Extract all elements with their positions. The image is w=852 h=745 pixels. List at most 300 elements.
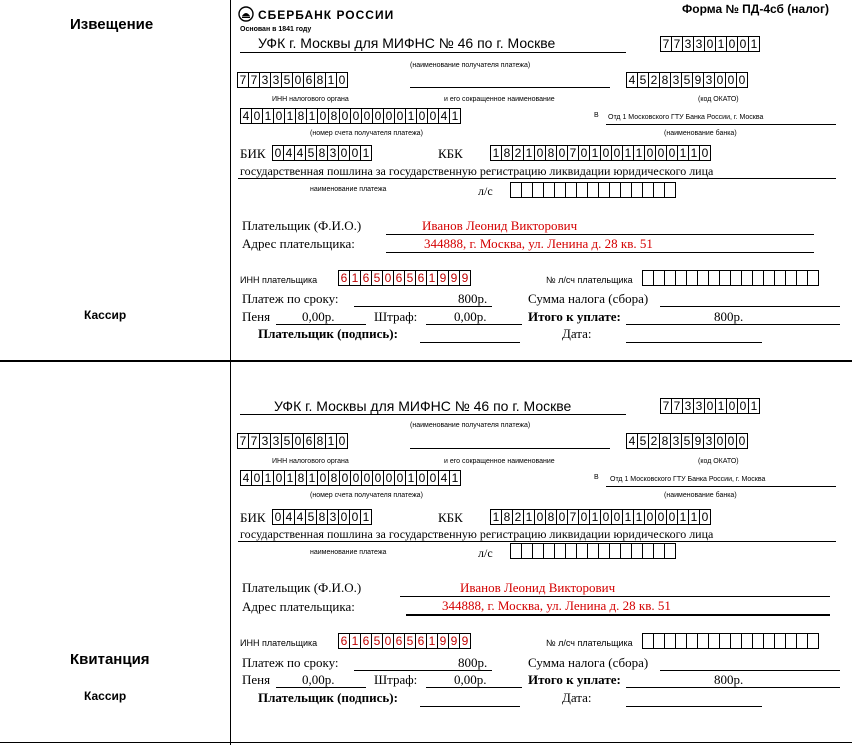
bank-name: СБЕРБАНК РОССИИ bbox=[258, 8, 395, 22]
digit-cell: 1 bbox=[589, 145, 601, 161]
date-label: Дата: bbox=[562, 690, 592, 705]
payee-inn bbox=[237, 72, 348, 88]
payer-inn-label: ИНН плательщика bbox=[240, 638, 318, 648]
ls-label: л/с bbox=[478, 546, 493, 560]
ls-cells bbox=[510, 543, 676, 559]
payer-address-line bbox=[386, 252, 814, 253]
digit-cell: 0 bbox=[292, 433, 304, 449]
digit-cell: 8 bbox=[316, 509, 328, 525]
digit-cell: 0 bbox=[726, 398, 738, 414]
digit-cell: 4 bbox=[626, 72, 638, 88]
digit-cell: 0 bbox=[655, 509, 667, 525]
digit-cell: 3 bbox=[327, 509, 339, 525]
signature-label: Плательщик (подпись): bbox=[258, 690, 398, 705]
digit-cell: 3 bbox=[682, 36, 694, 52]
digit-cell: 0 bbox=[534, 509, 546, 525]
digit-cell: 2 bbox=[648, 72, 660, 88]
digit-cell: 1 bbox=[523, 509, 535, 525]
digit-cell: 0 bbox=[361, 108, 373, 124]
payer-inn-label: ИНН плательщика bbox=[240, 275, 318, 285]
digit-cell: 0 bbox=[725, 433, 737, 449]
digit-cell: 0 bbox=[556, 145, 568, 161]
digit-cell: 5 bbox=[371, 270, 383, 286]
payee-name-line bbox=[240, 414, 626, 415]
digit-cell: 7 bbox=[660, 36, 672, 52]
digit-cell: 0 bbox=[655, 145, 667, 161]
empty-cell bbox=[664, 543, 676, 559]
digit-cell: 4 bbox=[283, 509, 295, 525]
tax-line bbox=[660, 306, 840, 307]
payee-okato bbox=[626, 72, 748, 88]
bank-caption: (наименование банка) bbox=[664, 492, 737, 499]
digit-cell: 1 bbox=[349, 270, 361, 286]
digit-cell: 1 bbox=[677, 509, 689, 525]
digit-cell: 1 bbox=[449, 470, 461, 486]
digit-cell: 1 bbox=[715, 398, 727, 414]
digit-cell: 6 bbox=[338, 633, 350, 649]
penalty-line bbox=[276, 324, 366, 325]
short-name-line bbox=[410, 448, 610, 449]
digit-cell: 0 bbox=[349, 145, 361, 161]
penalty-label: Пеня bbox=[242, 309, 271, 324]
empty-cell bbox=[664, 182, 676, 198]
digit-cell: 7 bbox=[671, 36, 683, 52]
digit-cell: 0 bbox=[394, 108, 406, 124]
digit-cell: 0 bbox=[350, 470, 362, 486]
digit-cell: 3 bbox=[682, 398, 694, 414]
digit-cell: 0 bbox=[666, 509, 678, 525]
digit-cell: 0 bbox=[725, 72, 737, 88]
bank-caption: (наименование банка) bbox=[664, 130, 737, 137]
payer-inn bbox=[338, 633, 471, 649]
digit-cell: 0 bbox=[714, 72, 726, 88]
digit-cell: 2 bbox=[512, 145, 524, 161]
fine-value: 0,00р. bbox=[454, 309, 487, 324]
digit-cell: 6 bbox=[303, 72, 315, 88]
digit-cell: 3 bbox=[670, 72, 682, 88]
kbk-label: КБК bbox=[438, 146, 463, 161]
tax-label: Сумма налога (сбора) bbox=[528, 655, 649, 670]
digit-cell: 0 bbox=[704, 36, 716, 52]
digit-cell: 0 bbox=[600, 145, 612, 161]
section-divider-vertical bbox=[230, 0, 231, 745]
due-line bbox=[354, 670, 492, 671]
digit-cell: 0 bbox=[556, 509, 568, 525]
digit-cell: 9 bbox=[692, 433, 704, 449]
digit-cell: 1 bbox=[360, 509, 372, 525]
due-line bbox=[354, 306, 492, 307]
due-label: Платеж по сроку: bbox=[242, 655, 339, 670]
bank-name-value: Отд 1 Московского ГТУ Банка России, г. Москва bbox=[610, 476, 766, 483]
payer-fio-label: Плательщик (Ф.И.О.) bbox=[242, 580, 362, 595]
digit-cell: 6 bbox=[303, 433, 315, 449]
digit-cell: 0 bbox=[383, 108, 395, 124]
digit-cell: 8 bbox=[295, 108, 307, 124]
fine-line bbox=[426, 687, 522, 688]
digit-cell: 0 bbox=[317, 470, 329, 486]
short-name-caption: и его сокращенное наименование bbox=[444, 458, 555, 465]
digit-cell: 2 bbox=[512, 509, 524, 525]
digit-cell: 0 bbox=[714, 433, 726, 449]
digit-cell: 3 bbox=[270, 433, 282, 449]
payment-name-line bbox=[238, 541, 836, 542]
receipt-title: Квитанция bbox=[70, 651, 150, 668]
payee-kbk bbox=[490, 509, 711, 525]
penalty-label: Пеня bbox=[242, 672, 271, 687]
in-label: В bbox=[594, 112, 599, 119]
cashier-label-top: Кассир bbox=[84, 308, 127, 322]
digit-cell: 7 bbox=[671, 398, 683, 414]
digit-cell: 5 bbox=[305, 145, 317, 161]
digit-cell: 3 bbox=[703, 433, 715, 449]
payer-ls-label: № л/сч плательщика bbox=[546, 638, 633, 648]
digit-cell: 0 bbox=[338, 509, 350, 525]
digit-cell: 3 bbox=[670, 433, 682, 449]
bank-name-value: Отд 1 Московского ГТУ Банка России, г. Москва bbox=[608, 114, 764, 121]
digit-cell: 8 bbox=[314, 433, 326, 449]
digit-cell: 5 bbox=[281, 72, 293, 88]
account-caption: (номер счета получателя платежа) bbox=[310, 130, 423, 137]
in-label: В bbox=[594, 474, 599, 481]
fine-label: Штраф: bbox=[374, 309, 418, 324]
digit-cell: 1 bbox=[284, 108, 296, 124]
payer-ls-cells bbox=[642, 270, 819, 286]
payer-address-label: Адрес плательщика: bbox=[242, 236, 355, 251]
payer-fio: Иванов Леонид Викторович bbox=[422, 218, 578, 233]
payee-bik bbox=[272, 509, 372, 525]
digit-cell: 6 bbox=[393, 270, 405, 286]
payee-kpp bbox=[660, 398, 760, 414]
digit-cell: 0 bbox=[736, 72, 748, 88]
fine-line bbox=[426, 324, 522, 325]
digit-cell: 0 bbox=[737, 36, 749, 52]
digit-cell: 0 bbox=[578, 145, 590, 161]
digit-cell: 1 bbox=[490, 145, 502, 161]
payer-fio: Иванов Леонид Викторович bbox=[460, 580, 616, 595]
digit-cell: 1 bbox=[325, 433, 337, 449]
signature-label: Плательщик (подпись): bbox=[258, 326, 398, 341]
bottom-border bbox=[0, 742, 852, 743]
digit-cell: 5 bbox=[404, 633, 416, 649]
digit-cell: 0 bbox=[427, 470, 439, 486]
date-label: Дата: bbox=[562, 326, 592, 341]
digit-cell: 6 bbox=[338, 270, 350, 286]
digit-cell: 0 bbox=[600, 509, 612, 525]
digit-cell: 9 bbox=[692, 72, 704, 88]
digit-cell: 7 bbox=[567, 509, 579, 525]
digit-cell: 0 bbox=[338, 145, 350, 161]
digit-cell: 1 bbox=[426, 270, 438, 286]
okato-caption: (код ОКАТО) bbox=[698, 458, 739, 465]
digit-cell: 1 bbox=[262, 470, 274, 486]
digit-cell: 0 bbox=[361, 470, 373, 486]
digit-cell: 7 bbox=[567, 145, 579, 161]
digit-cell: 8 bbox=[316, 145, 328, 161]
digit-cell: 1 bbox=[748, 36, 760, 52]
digit-cell: 2 bbox=[648, 433, 660, 449]
digit-cell: 3 bbox=[270, 72, 282, 88]
signature-line bbox=[420, 706, 520, 707]
payee-okato bbox=[626, 433, 748, 449]
digit-cell: 1 bbox=[349, 633, 361, 649]
digit-cell: 1 bbox=[325, 72, 337, 88]
digit-cell: 0 bbox=[611, 509, 623, 525]
empty-cell bbox=[807, 270, 819, 286]
digit-cell: 0 bbox=[336, 72, 348, 88]
okato-caption: (код ОКАТО) bbox=[698, 96, 739, 103]
digit-cell: 0 bbox=[292, 72, 304, 88]
digit-cell: 1 bbox=[449, 108, 461, 124]
bik-label: БИК bbox=[240, 146, 266, 161]
payee-name-line bbox=[240, 52, 626, 53]
digit-cell: 1 bbox=[748, 398, 760, 414]
digit-cell: 0 bbox=[416, 108, 428, 124]
penalty-value: 0,00р. bbox=[302, 309, 335, 324]
digit-cell: 5 bbox=[371, 633, 383, 649]
digit-cell: 1 bbox=[622, 145, 634, 161]
digit-cell: 0 bbox=[251, 470, 263, 486]
digit-cell: 6 bbox=[360, 270, 372, 286]
digit-cell: 0 bbox=[644, 145, 656, 161]
payee-kpp bbox=[660, 36, 760, 52]
digit-cell: 0 bbox=[394, 470, 406, 486]
digit-cell: 1 bbox=[688, 145, 700, 161]
due-value: 800р. bbox=[458, 291, 488, 306]
total-label: Итого к уплате: bbox=[528, 672, 621, 687]
digit-cell: 0 bbox=[382, 633, 394, 649]
total-line bbox=[626, 687, 840, 688]
ls-cells bbox=[510, 182, 676, 198]
payee-name: УФК г. Москвы для МИФНС № 46 по г. Москве bbox=[258, 35, 556, 51]
digit-cell: 0 bbox=[251, 108, 263, 124]
digit-cell: 9 bbox=[437, 633, 449, 649]
digit-cell: 7 bbox=[237, 72, 249, 88]
digit-cell: 3 bbox=[703, 72, 715, 88]
digit-cell: 0 bbox=[372, 470, 384, 486]
digit-cell: 1 bbox=[715, 36, 727, 52]
date-line bbox=[626, 342, 762, 343]
penalty-value: 0,00р. bbox=[302, 672, 335, 687]
payment-name: государственная пошлина за государственную регистрацию ликвидации юридического лица bbox=[240, 164, 714, 178]
digit-cell: 1 bbox=[633, 145, 645, 161]
payer-address: 344888, г. Москва, ул. Ленина д. 28 кв. 51 bbox=[424, 236, 653, 251]
digit-cell: 0 bbox=[273, 108, 285, 124]
digit-cell: 5 bbox=[281, 433, 293, 449]
digit-cell: 5 bbox=[637, 72, 649, 88]
digit-cell: 4 bbox=[240, 108, 252, 124]
digit-cell: 0 bbox=[736, 433, 748, 449]
digit-cell: 3 bbox=[259, 72, 271, 88]
inn-caption: ИНН налогового органа bbox=[272, 96, 349, 103]
digit-cell: 1 bbox=[306, 470, 318, 486]
notice-title: Извещение bbox=[70, 16, 154, 33]
short-name-line bbox=[410, 87, 610, 88]
tax-label: Сумма налога (сбора) bbox=[528, 291, 649, 306]
digit-cell: 0 bbox=[578, 509, 590, 525]
fine-value: 0,00р. bbox=[454, 672, 487, 687]
ls-label: л/с bbox=[478, 184, 493, 198]
account-caption: (номер счета получателя платежа) bbox=[310, 492, 423, 499]
digit-cell: 0 bbox=[737, 398, 749, 414]
digit-cell: 8 bbox=[501, 145, 513, 161]
digit-cell: 5 bbox=[681, 433, 693, 449]
digit-cell: 4 bbox=[240, 470, 252, 486]
digit-cell: 0 bbox=[726, 36, 738, 52]
digit-cell: 1 bbox=[306, 108, 318, 124]
digit-cell: 3 bbox=[259, 433, 271, 449]
digit-cell: 3 bbox=[693, 398, 705, 414]
payer-address: 344888, г. Москва, ул. Ленина д. 28 кв. 51 bbox=[442, 598, 671, 613]
payer-address-line bbox=[406, 614, 830, 616]
digit-cell: 1 bbox=[589, 509, 601, 525]
digit-cell: 4 bbox=[294, 145, 306, 161]
payee-account bbox=[240, 108, 461, 124]
digit-cell: 1 bbox=[360, 145, 372, 161]
digit-cell: 1 bbox=[426, 633, 438, 649]
payment-name-line bbox=[238, 178, 836, 179]
payer-fio-label: Плательщик (Ф.И.О.) bbox=[242, 218, 362, 233]
digit-cell: 5 bbox=[305, 509, 317, 525]
due-label: Платеж по сроку: bbox=[242, 291, 339, 306]
payment-name: государственная пошлина за государственную регистрацию ликвидации юридического лица bbox=[240, 527, 714, 541]
digit-cell: 8 bbox=[328, 470, 340, 486]
payer-ls-label: № л/сч плательщика bbox=[546, 275, 633, 285]
digit-cell: 6 bbox=[415, 633, 427, 649]
signature-line bbox=[420, 342, 520, 343]
digit-cell: 0 bbox=[699, 509, 711, 525]
digit-cell: 0 bbox=[272, 509, 284, 525]
payee-bik bbox=[272, 145, 372, 161]
digit-cell: 0 bbox=[416, 470, 428, 486]
digit-cell: 6 bbox=[393, 633, 405, 649]
short-name-caption: и его сокращенное наименование bbox=[444, 96, 555, 103]
payment-caption: наименование платежа bbox=[310, 186, 387, 193]
digit-cell: 5 bbox=[681, 72, 693, 88]
date-line bbox=[626, 706, 762, 707]
digit-cell: 0 bbox=[339, 470, 351, 486]
bank-name-line bbox=[606, 486, 836, 487]
digit-cell: 0 bbox=[382, 270, 394, 286]
digit-cell: 0 bbox=[644, 509, 656, 525]
digit-cell: 0 bbox=[611, 145, 623, 161]
digit-cell: 3 bbox=[693, 36, 705, 52]
digit-cell: 4 bbox=[283, 145, 295, 161]
bank-founded: Основан в 1841 году bbox=[240, 26, 312, 33]
digit-cell: 0 bbox=[349, 509, 361, 525]
digit-cell: 4 bbox=[438, 108, 450, 124]
digit-cell: 0 bbox=[339, 108, 351, 124]
inn-caption: ИНН налогового органа bbox=[272, 458, 349, 465]
payee-account bbox=[240, 470, 461, 486]
digit-cell: 0 bbox=[317, 108, 329, 124]
fine-label: Штраф: bbox=[374, 672, 418, 687]
digit-cell: 0 bbox=[372, 108, 384, 124]
digit-cell: 5 bbox=[637, 433, 649, 449]
digit-cell: 0 bbox=[699, 145, 711, 161]
digit-cell: 1 bbox=[284, 470, 296, 486]
digit-cell: 4 bbox=[626, 433, 638, 449]
digit-cell: 0 bbox=[273, 470, 285, 486]
digit-cell: 0 bbox=[350, 108, 362, 124]
digit-cell: 0 bbox=[272, 145, 284, 161]
digit-cell: 1 bbox=[523, 145, 535, 161]
cashier-label-bottom: Кассир bbox=[84, 689, 127, 703]
payer-inn bbox=[338, 270, 471, 286]
digit-cell: 1 bbox=[490, 509, 502, 525]
digit-cell: 8 bbox=[328, 108, 340, 124]
kbk-label: КБК bbox=[438, 510, 463, 525]
digit-cell: 7 bbox=[237, 433, 249, 449]
total-value: 800р. bbox=[714, 672, 744, 687]
bank-name-line bbox=[606, 124, 836, 125]
digit-cell: 9 bbox=[459, 270, 471, 286]
total-value: 800р. bbox=[714, 309, 744, 324]
digit-cell: 4 bbox=[294, 509, 306, 525]
digit-cell: 9 bbox=[448, 270, 460, 286]
digit-cell: 4 bbox=[438, 470, 450, 486]
sberbank-logo bbox=[238, 6, 254, 26]
digit-cell: 8 bbox=[659, 72, 671, 88]
digit-cell: 1 bbox=[688, 509, 700, 525]
payer-fio-line bbox=[386, 234, 814, 235]
empty-cell bbox=[807, 633, 819, 649]
section-divider-horizontal bbox=[0, 360, 852, 362]
digit-cell: 8 bbox=[501, 509, 513, 525]
tax-line bbox=[660, 670, 840, 671]
digit-cell: 6 bbox=[415, 270, 427, 286]
digit-cell: 9 bbox=[459, 633, 471, 649]
digit-cell: 9 bbox=[448, 633, 460, 649]
digit-cell: 0 bbox=[427, 108, 439, 124]
digit-cell: 1 bbox=[405, 470, 417, 486]
digit-cell: 7 bbox=[248, 433, 260, 449]
digit-cell: 0 bbox=[336, 433, 348, 449]
form-title: Форма № ПД-4сб (налог) bbox=[682, 2, 829, 16]
digit-cell: 7 bbox=[248, 72, 260, 88]
digit-cell: 1 bbox=[622, 509, 634, 525]
digit-cell: 1 bbox=[262, 108, 274, 124]
total-label: Итого к уплате: bbox=[528, 309, 621, 324]
payee-name: УФК г. Москвы для МИФНС № 46 по г. Москве bbox=[274, 398, 572, 414]
digit-cell: 0 bbox=[534, 145, 546, 161]
digit-cell: 0 bbox=[383, 470, 395, 486]
digit-cell: 5 bbox=[404, 270, 416, 286]
digit-cell: 9 bbox=[437, 270, 449, 286]
payer-ls-cells bbox=[642, 633, 819, 649]
digit-cell: 0 bbox=[666, 145, 678, 161]
payee-kbk bbox=[490, 145, 711, 161]
penalty-line bbox=[276, 687, 366, 688]
digit-cell: 0 bbox=[704, 398, 716, 414]
digit-cell: 1 bbox=[633, 509, 645, 525]
digit-cell: 1 bbox=[677, 145, 689, 161]
digit-cell: 8 bbox=[545, 509, 557, 525]
payee-inn bbox=[237, 433, 348, 449]
sberbank-emblem-icon bbox=[238, 6, 254, 22]
digit-cell: 8 bbox=[295, 470, 307, 486]
digit-cell: 6 bbox=[360, 633, 372, 649]
digit-cell: 1 bbox=[405, 108, 417, 124]
payer-fio-line bbox=[400, 596, 830, 597]
digit-cell: 8 bbox=[659, 433, 671, 449]
payee-name-caption: (наименование получателя платежа) bbox=[410, 62, 531, 69]
digit-cell: 7 bbox=[660, 398, 672, 414]
due-value: 800р. bbox=[458, 655, 488, 670]
payer-address-label: Адрес плательщика: bbox=[242, 599, 355, 614]
digit-cell: 8 bbox=[314, 72, 326, 88]
digit-cell: 8 bbox=[545, 145, 557, 161]
digit-cell: 3 bbox=[327, 145, 339, 161]
